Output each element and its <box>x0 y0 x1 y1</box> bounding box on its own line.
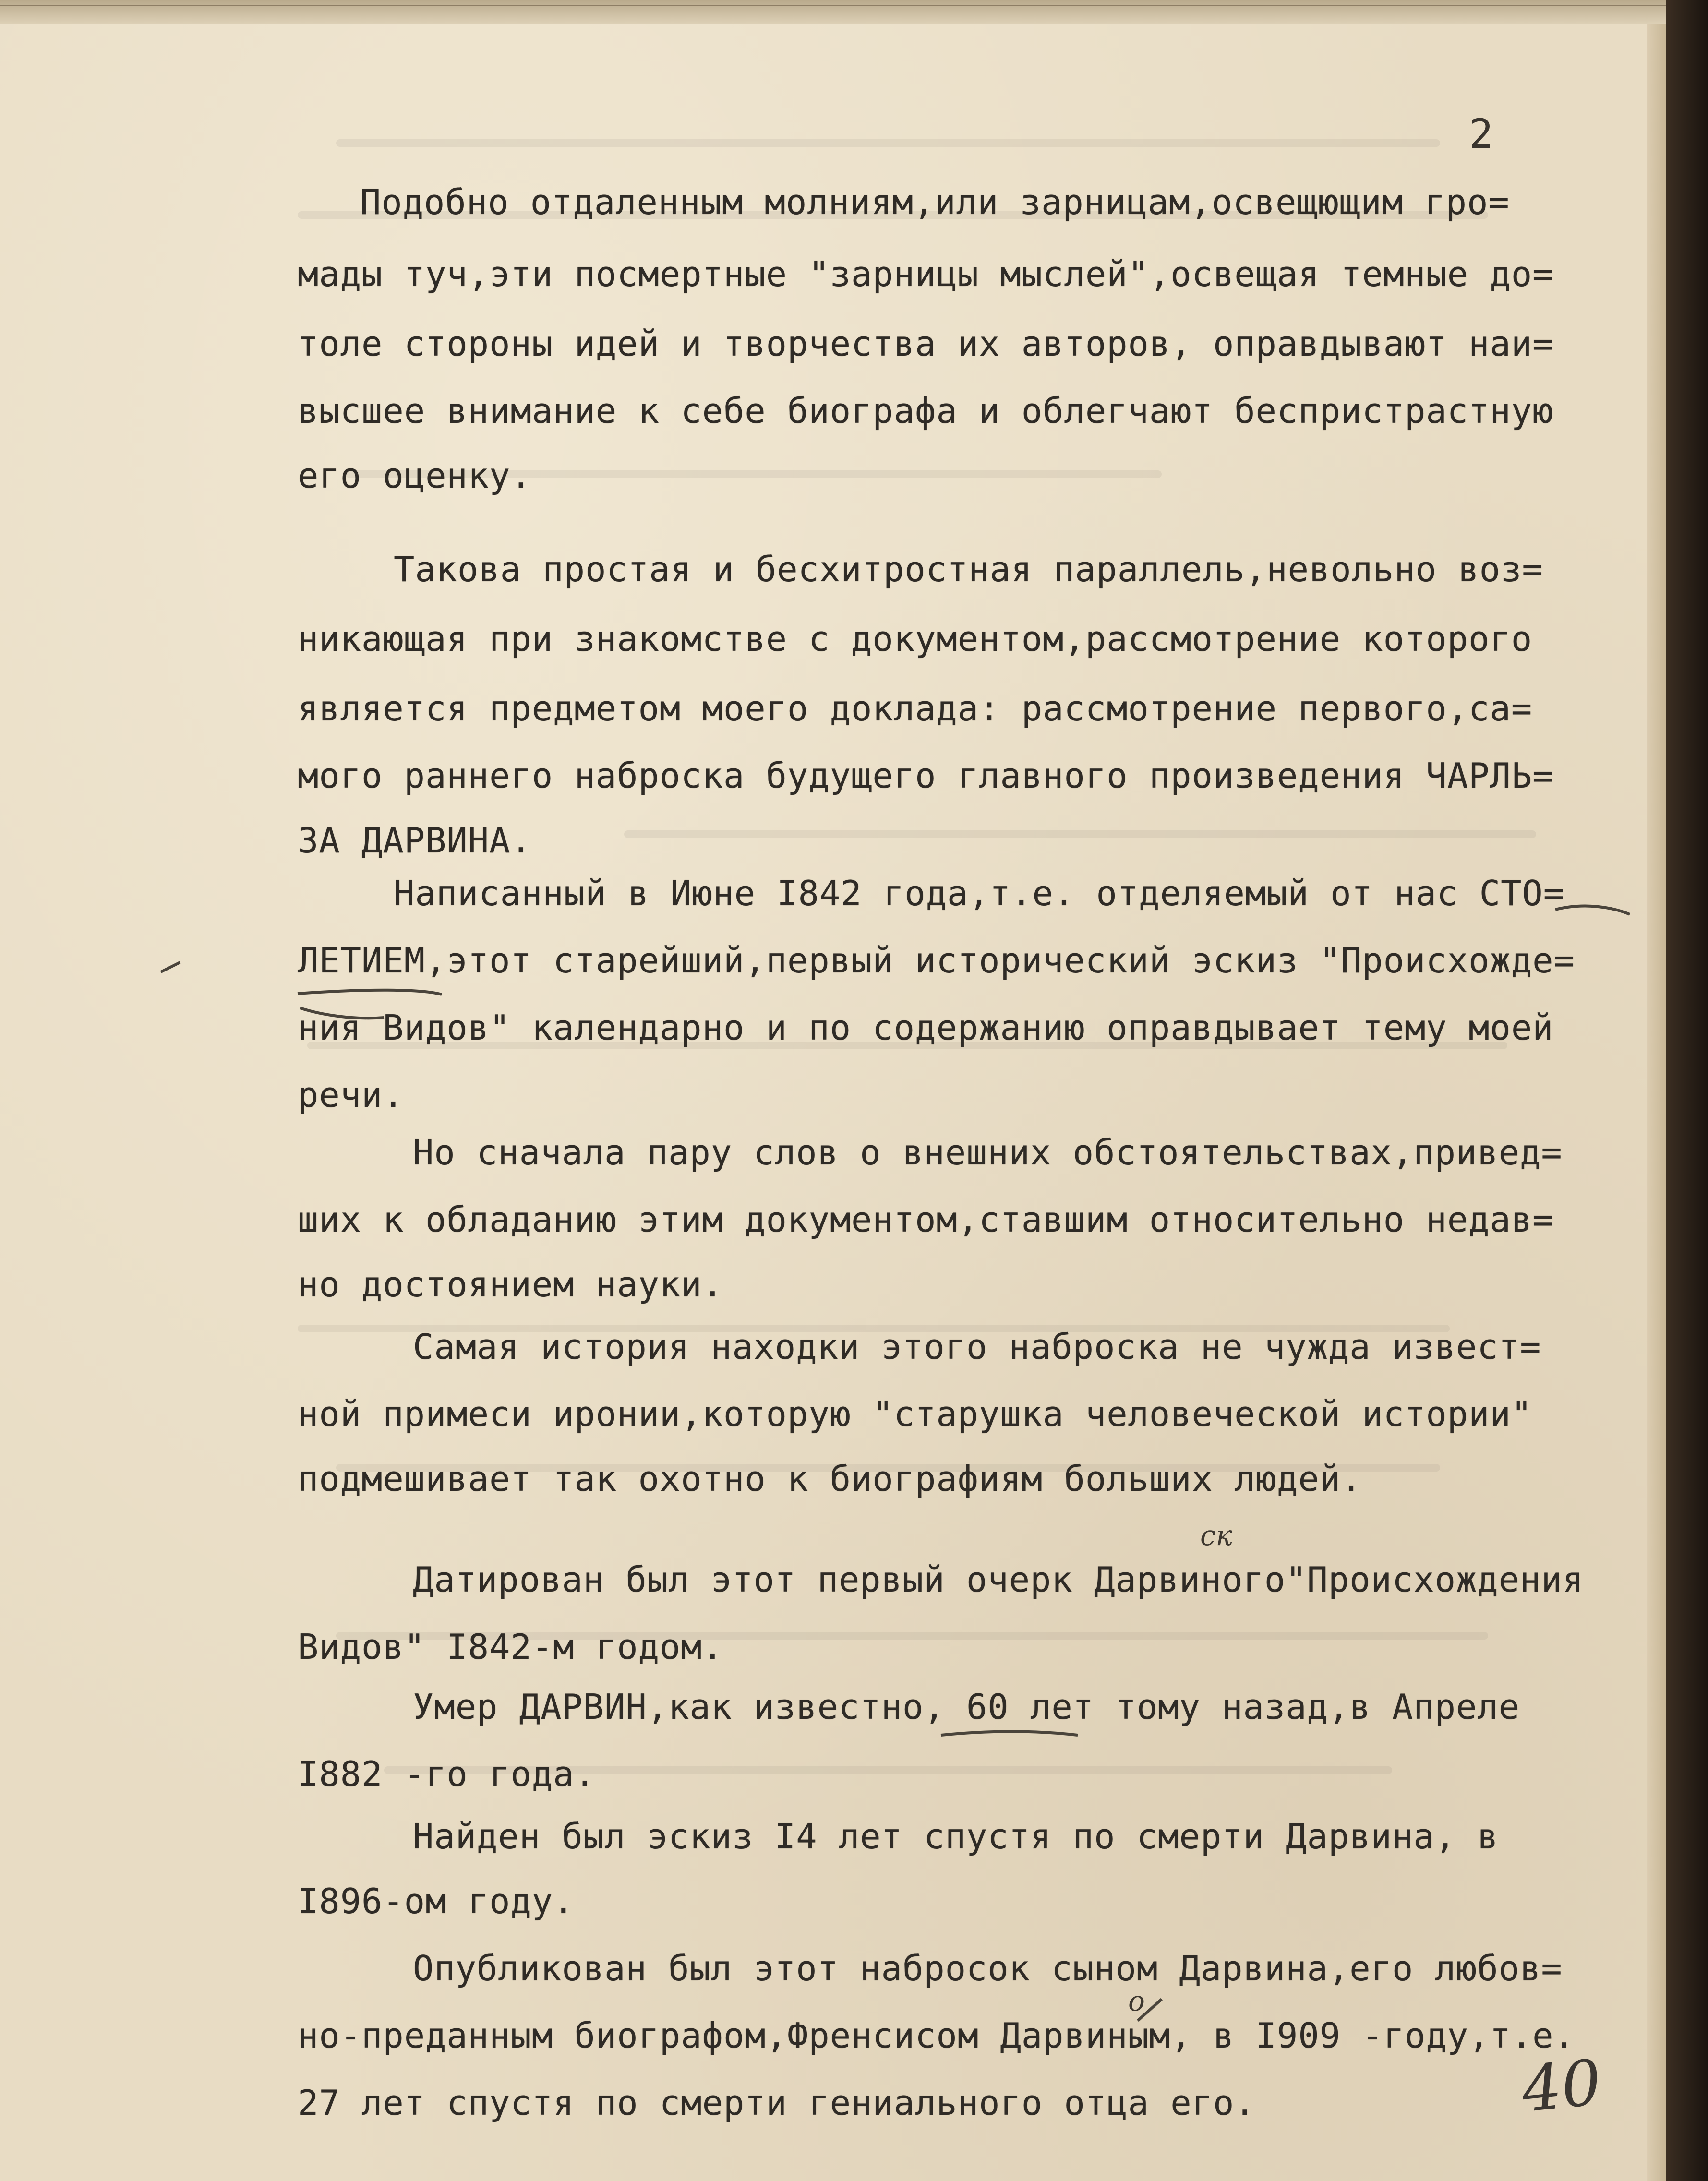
text-line: мого раннего наброска будущего главного произведения ЧАРЛЬ= <box>298 755 1554 796</box>
text-line: толе стороны идей и творчества их авторов, оправдывают наи= <box>298 324 1554 364</box>
text-line: ших к обладанию этим документом,ставшим относительно недав= <box>298 1199 1554 1240</box>
text-line: ЗА ДАРВИНА. <box>298 820 532 861</box>
text-line: I896-ом году. <box>298 1881 575 1921</box>
text-line: I882 -го года. <box>298 1754 596 1794</box>
text-line: речи. <box>298 1075 404 1115</box>
text-line: никающая при знакомстве с документом,рассмотрение которого <box>298 619 1533 659</box>
handwritten-insertion: ск <box>1200 1519 1233 1552</box>
text-line: Видов" I842-м годом. <box>298 1627 723 1667</box>
text-line: Умер ДАРВИН,как известно, 60 лет тому назад,в Апреле <box>413 1687 1520 1727</box>
pencil-underline-mark <box>1555 906 1630 914</box>
text-line: подмешивает так охотно к биографиям больших людей. <box>298 1459 1362 1499</box>
page-number: 2 <box>1469 110 1493 157</box>
text-line: ния Видов" календарно и по содержанию оправдывает тему моей <box>298 1007 1554 1048</box>
text-line: Самая история находки этого наброска не чужда извест= <box>413 1327 1541 1367</box>
handwritten-insertion: о <box>1128 1985 1145 2017</box>
text-line: но достоянием науки. <box>298 1264 723 1305</box>
text-line: Датирован был этот первый очерк Дарвиного"Происхождения <box>413 1559 1584 1600</box>
pencil-underline-mark <box>941 1732 1078 1736</box>
text-line: ной примеси иронии,которую "старушка человеческой истории" <box>298 1394 1533 1434</box>
text-line: но-преданным биографом,Френсисом Дарвиным, в I909 -году,т.е. <box>298 2015 1575 2056</box>
text-line: Подобно отдаленным молниям,или зарницам,освещющим гро= <box>360 182 1510 222</box>
text-line: Но сначала пару слов о внешних обстоятельствах,привед= <box>413 1132 1563 1173</box>
pencil-correction-mark <box>1138 1999 1162 2021</box>
text-line: Такова простая и бесхитростная параллель,невольно воз= <box>394 549 1543 589</box>
text-line: высшее внимание к себе биографа и облегчают беспристрастную <box>298 391 1554 431</box>
text-line: 27 лет спустя по смерти гениального отца его. <box>298 2083 1256 2123</box>
text-line: ЛЕТИЕМ,этот старейший,первый исторический эскиз "Происхожде= <box>298 940 1575 981</box>
archive-number: 40 <box>1518 2045 1605 2127</box>
margin-tick-mark <box>161 962 180 972</box>
text-line: является предметом моего доклада: рассмотрение первого,са= <box>298 688 1533 729</box>
text-line: мады туч,эти посмертные "зарницы мыслей",освещая темные до= <box>298 254 1554 294</box>
text-line: Опубликован был этот набросок сыном Дарвина,его любов= <box>413 1948 1563 1989</box>
pencil-underline-mark <box>300 1008 384 1018</box>
pencil-underline-mark <box>298 990 442 995</box>
text-line: его оценку. <box>298 455 532 496</box>
text-line: Написанный в Июне I842 года,т.е. отделяемый от нас СТО= <box>394 873 1565 913</box>
text-line: Найден был эскиз I4 лет спустя по смерти Дарвина, в <box>413 1816 1499 1857</box>
